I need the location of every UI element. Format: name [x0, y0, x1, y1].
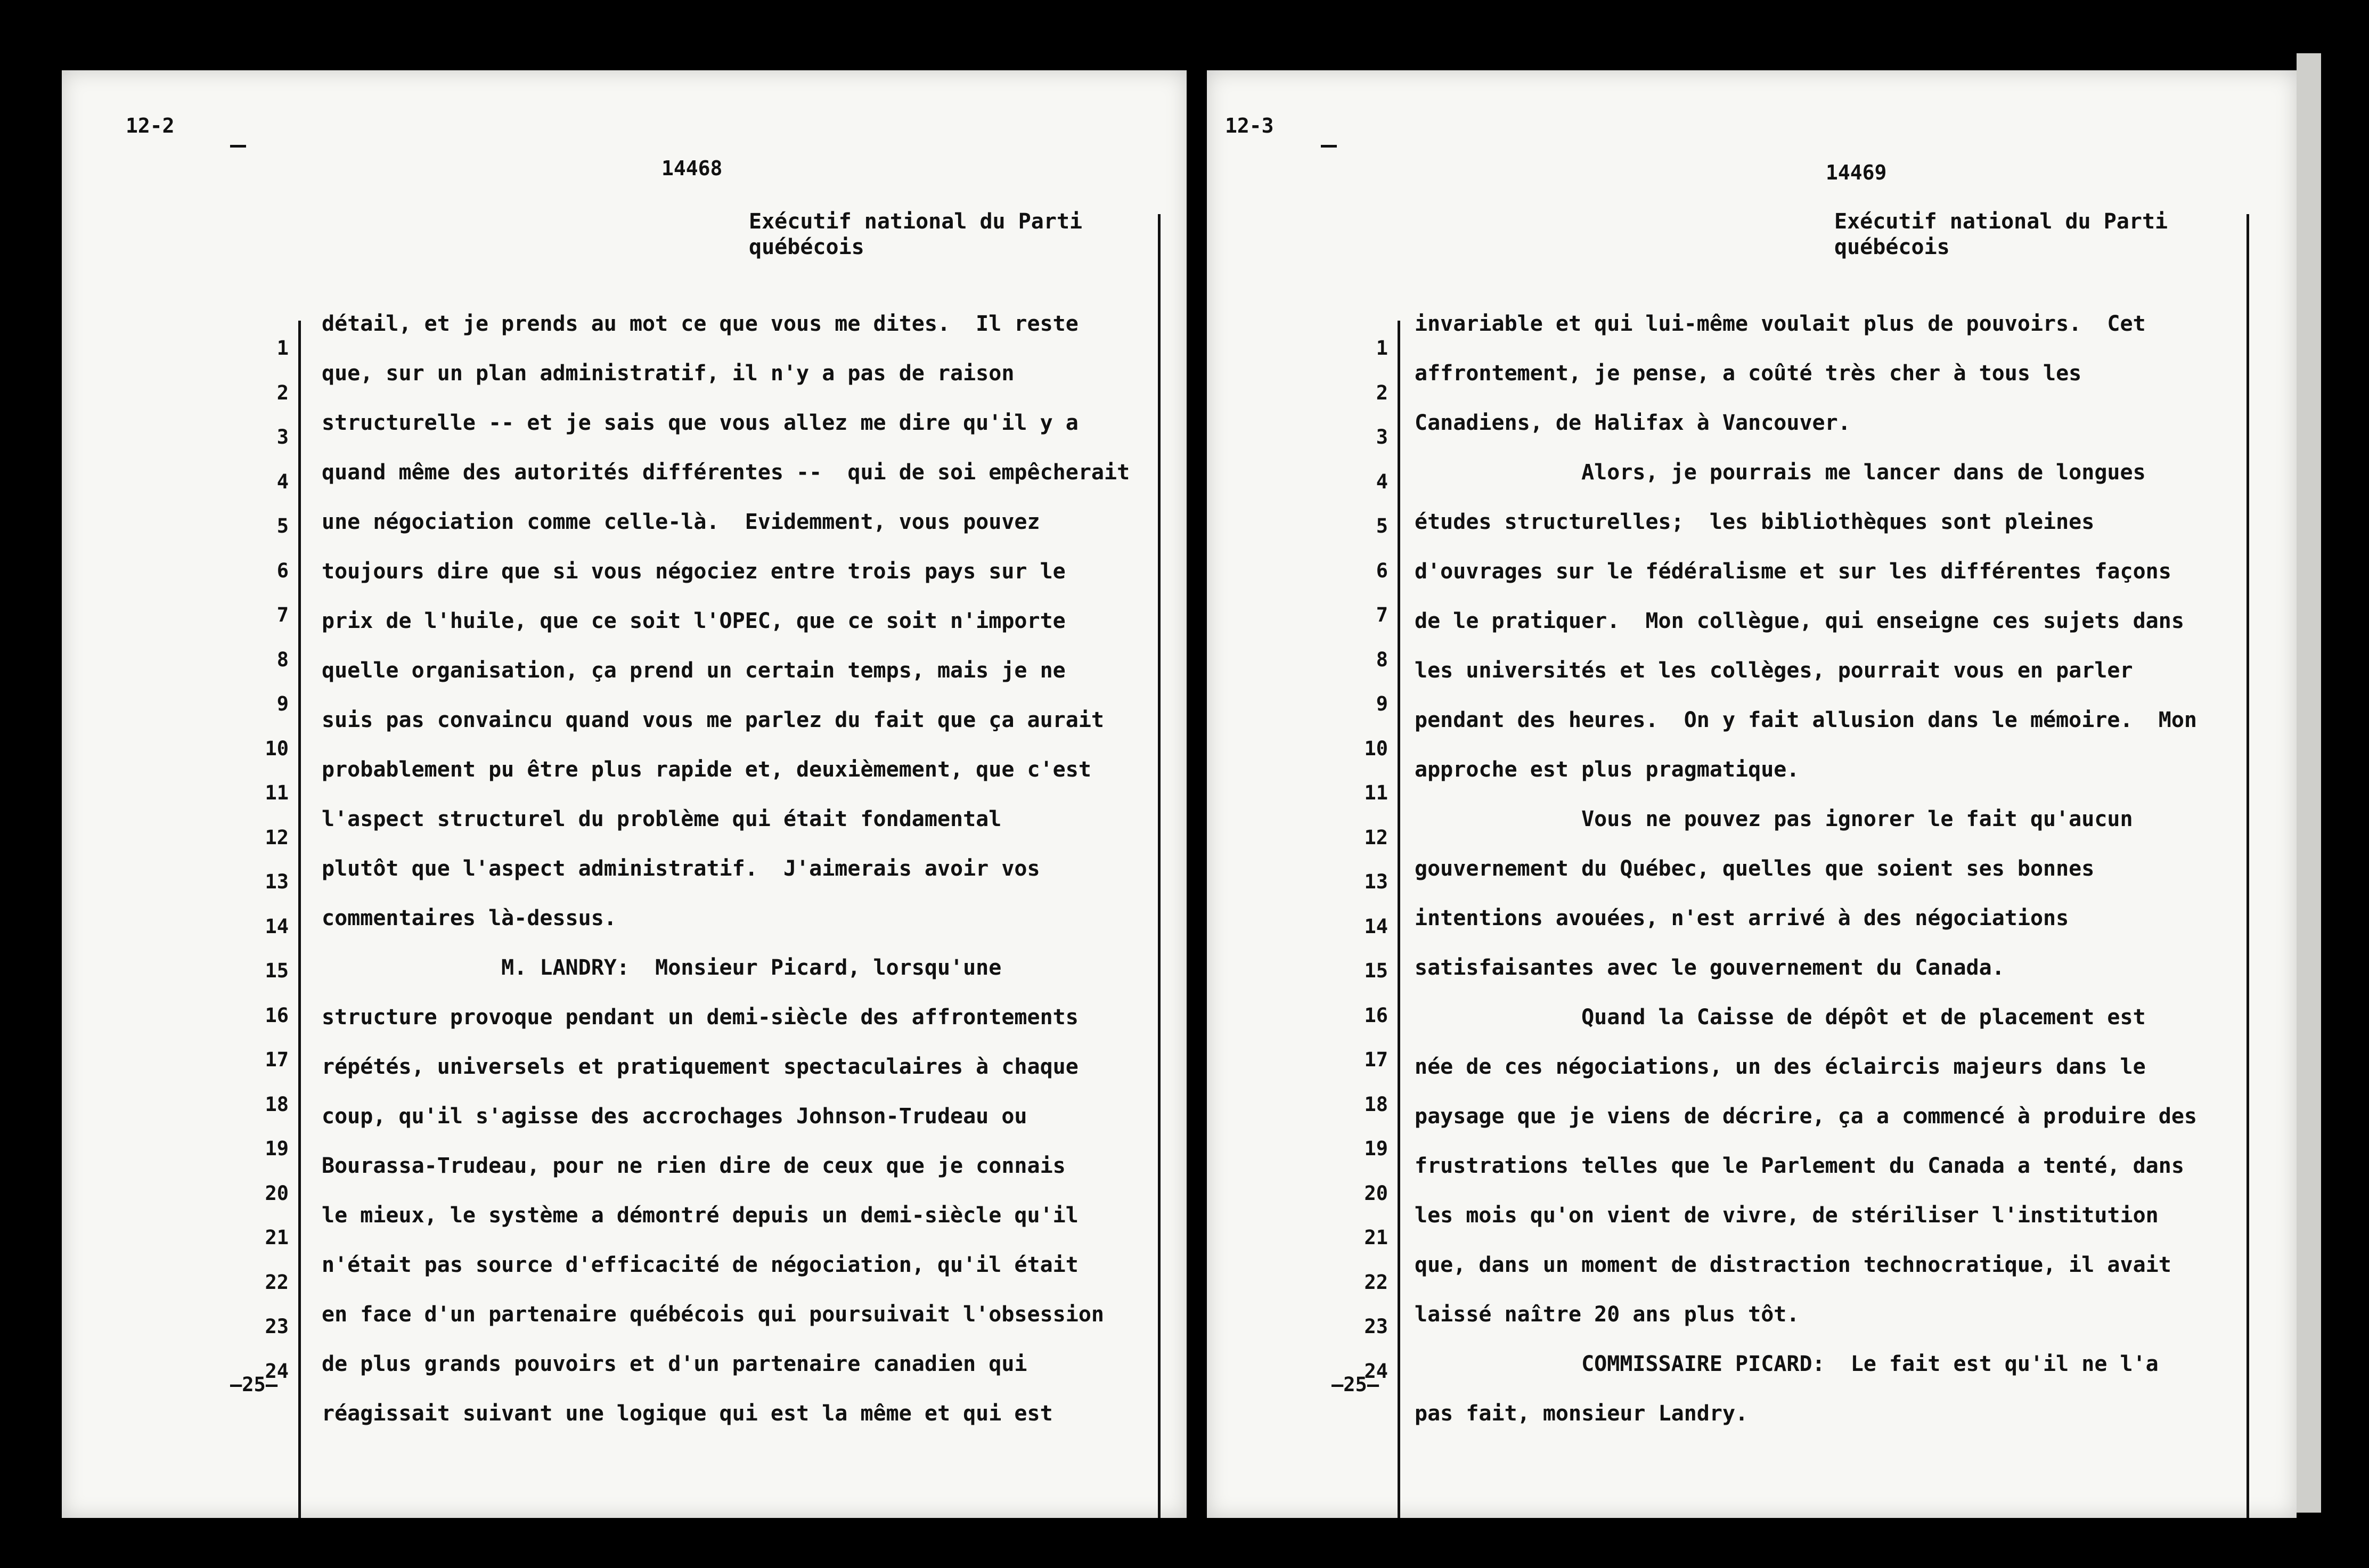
page-number: 14469	[1826, 161, 1887, 184]
header-title	[1834, 209, 2168, 260]
transcript-line: structure provoque pendant un demi-siècle des affrontements	[322, 1005, 1079, 1030]
line-number: 24	[265, 1359, 289, 1383]
transcript-line: structurelle -- et je sais que vous allez me dire qu'il y a	[322, 411, 1079, 435]
line-number: 21	[1364, 1226, 1388, 1249]
header-line-1: Exécutif national du Parti	[1834, 209, 2168, 234]
transcript-line: Alors, je pourrais me lancer dans de longues	[1415, 460, 2146, 485]
line-number: 12	[265, 826, 289, 849]
line-number: 7	[1376, 603, 1388, 626]
transcript-line: approche est plus pragmatique.	[1415, 757, 1800, 782]
line-number: 19	[1364, 1137, 1388, 1160]
line-number: 15	[265, 959, 289, 982]
transcript-line: suis pas convaincu quand vous me parlez du fait que ça aurait	[322, 708, 1105, 732]
sheet-id: 12-2	[126, 114, 175, 137]
line-number: 4	[276, 470, 289, 493]
line-number: 5	[1376, 514, 1388, 537]
transcript-line: pendant des heures. On y fait allusion dans le mémoire. Mon	[1415, 708, 2198, 732]
line-number: 5	[276, 514, 289, 537]
header-title	[749, 209, 1082, 260]
line-number: 17	[1364, 1048, 1388, 1071]
transcript-line: de le pratiquer. Mon collègue, qui enseigne ces sujets dans	[1415, 609, 2184, 633]
left-margin-rule	[1398, 321, 1400, 1518]
line-number: 2	[276, 381, 289, 404]
transcript-line: répétés, universels et pratiquement spectaculaires à chaque	[322, 1055, 1079, 1079]
line-number: 16	[1364, 1003, 1388, 1027]
transcript-line: satisfaisantes avec le gouvernement du Canada.	[1415, 956, 2005, 980]
line-number: 14	[1364, 914, 1388, 938]
line-number: 8	[276, 648, 289, 671]
transcript-line: l'aspect structurel du problème qui était fondamental	[322, 807, 1002, 831]
line-number: 9	[1376, 692, 1388, 715]
transcript-line: détail, et je prends au mot ce que vous me dites. Il reste	[322, 312, 1079, 336]
transcript-line: frustrations telles que le Parlement du Canada a tenté, dans	[1415, 1154, 2184, 1178]
transcript-line: n'était pas source d'efficacité de négociation, qu'il était	[322, 1253, 1079, 1277]
transcript-line: M. LANDRY: Monsieur Picard, lorsqu'une	[322, 956, 1002, 980]
transcript-line: intentions avouées, n'est arrivé à des négociations	[1415, 906, 2069, 930]
transcript-line: toujours dire que si vous négociez entre trois pays sur le	[322, 559, 1066, 584]
left-margin-rule	[298, 321, 301, 1518]
line-number: 10	[1364, 737, 1388, 760]
transcript-line: probablement pu être plus rapide et, deuxièmement, que c'est	[322, 757, 1091, 782]
transcript-line: études structurelles; les bibliothèques sont pleines	[1415, 510, 2095, 534]
transcript-line: Canadiens, de Halifax à Vancouver.	[1415, 411, 1851, 435]
line-number: 14	[265, 914, 289, 938]
transcript-line: laissé naître 20 ans plus tôt.	[1415, 1302, 1800, 1327]
line-number: 1	[276, 337, 289, 360]
line-number: 15	[1364, 959, 1388, 982]
line-number: 24	[1364, 1359, 1388, 1383]
transcript-line: que, sur un plan administratif, il n'y a pas de raison	[322, 361, 1015, 386]
line-number: 23	[265, 1315, 289, 1338]
transcript-text	[1415, 299, 2197, 1439]
line-number: 21	[265, 1226, 289, 1249]
transcript-line: Bourassa-Trudeau, pour ne rien dire de ceux que je connais	[322, 1154, 1066, 1178]
line-25-marker: —25—	[1331, 1373, 1379, 1396]
transcript-line: plutôt que l'aspect administratif. J'aimerais avoir vos	[322, 856, 1040, 881]
header-line-2: québécois	[749, 235, 864, 259]
line-number: 6	[276, 559, 289, 582]
line-number: 7	[276, 603, 289, 626]
transcript-line: COMMISSAIRE PICARD: Le fait est qu'il ne l'a	[1415, 1352, 2159, 1376]
line-number: 22	[1364, 1270, 1388, 1294]
line-number: 9	[276, 692, 289, 715]
line-number: 16	[265, 1003, 289, 1027]
page-number: 14468	[661, 157, 723, 180]
line-number: 6	[1376, 559, 1388, 582]
transcript-line: commentaires là-dessus.	[322, 906, 617, 930]
transcript-line: les universités et les collèges, pourrait vous en parler	[1415, 658, 2133, 683]
line-number: 20	[265, 1181, 289, 1205]
transcript-line: quelle organisation, ça prend un certain temps, mais je ne	[322, 658, 1066, 683]
line-number: 18	[265, 1092, 289, 1116]
transcript-line: invariable et qui lui-même voulait plus de pouvoirs. Cet	[1415, 312, 2146, 336]
transcript-line: coup, qu'il s'agisse des accrochages Johnson-Trudeau ou	[322, 1104, 1027, 1129]
page-marker-dash	[1321, 145, 1337, 148]
line-number: 1	[1376, 337, 1388, 360]
line-number: 10	[265, 737, 289, 760]
line-number: 11	[1364, 781, 1388, 804]
transcript-line: paysage que je viens de décrire, ça a commencé à produire des	[1415, 1104, 2198, 1129]
transcript-line: affrontement, je pense, a coûté très cher à tous les	[1415, 361, 2082, 386]
page-marker-dash	[230, 145, 246, 148]
transcript-line: gouvernement du Québec, quelles que soient ses bonnes	[1415, 856, 2095, 881]
transcript-line: prix de l'huile, que ce soit l'OPEC, que ce soit n'importe	[322, 609, 1066, 633]
header-line-2: québécois	[1834, 235, 1950, 259]
header-line-1: Exécutif national du Parti	[749, 209, 1083, 234]
line-number: 3	[1376, 426, 1388, 448]
line-number: 4	[1376, 470, 1388, 493]
transcript-line: Quand la Caisse de dépôt et de placement est	[1415, 1005, 2146, 1030]
transcript-line: de plus grands pouvoirs et d'un partenaire canadien qui	[322, 1352, 1027, 1376]
transcript-line: une négociation comme celle-là. Evidemment, vous pouvez	[322, 510, 1040, 534]
line-25-marker: —25—	[230, 1373, 278, 1396]
transcript-line: que, dans un moment de distraction technocratique, il avait	[1415, 1253, 2171, 1277]
line-number: 17	[265, 1048, 289, 1071]
transcript-line: pas fait, monsieur Landry.	[1415, 1401, 1749, 1426]
transcript-page-left	[62, 70, 1187, 1518]
transcript-line: Vous ne pouvez pas ignorer le fait qu'aucun	[1415, 807, 2133, 831]
page-stack-edge	[2297, 53, 2321, 1513]
line-number: 2	[1376, 381, 1388, 404]
line-number: 23	[1364, 1315, 1388, 1338]
line-number: 22	[265, 1270, 289, 1294]
transcript-line: quand même des autorités différentes -- qui de soi empêcherait	[322, 460, 1130, 485]
line-number: 3	[276, 426, 289, 448]
line-number: 19	[265, 1137, 289, 1160]
right-margin-rule	[1158, 214, 1161, 1518]
transcript-line: née de ces négociations, un des éclaircis majeurs dans le	[1415, 1055, 2146, 1079]
sheet-id: 12-3	[1225, 114, 1274, 137]
transcript-line: réagissait suivant une logique qui est la même et qui est	[322, 1401, 1053, 1426]
transcript-line: le mieux, le système a démontré depuis un demi-siècle qu'il	[322, 1203, 1079, 1228]
line-number: 18	[1364, 1092, 1388, 1116]
transcript-line: en face d'un partenaire québécois qui poursuivait l'obsession	[322, 1302, 1105, 1327]
transcript-line: les mois qu'on vient de vivre, de stériliser l'institution	[1415, 1203, 2159, 1228]
line-number: 13	[1364, 870, 1388, 893]
line-number: 11	[265, 781, 289, 804]
transcript-text	[322, 299, 1130, 1439]
line-number: 12	[1364, 826, 1388, 849]
line-number: 20	[1364, 1181, 1388, 1205]
transcript-page-right	[1207, 70, 2297, 1518]
right-margin-rule	[2247, 214, 2249, 1518]
transcript-line: d'ouvrages sur le fédéralisme et sur les différentes façons	[1415, 559, 2171, 584]
line-number: 8	[1376, 648, 1388, 671]
line-number: 13	[265, 870, 289, 893]
